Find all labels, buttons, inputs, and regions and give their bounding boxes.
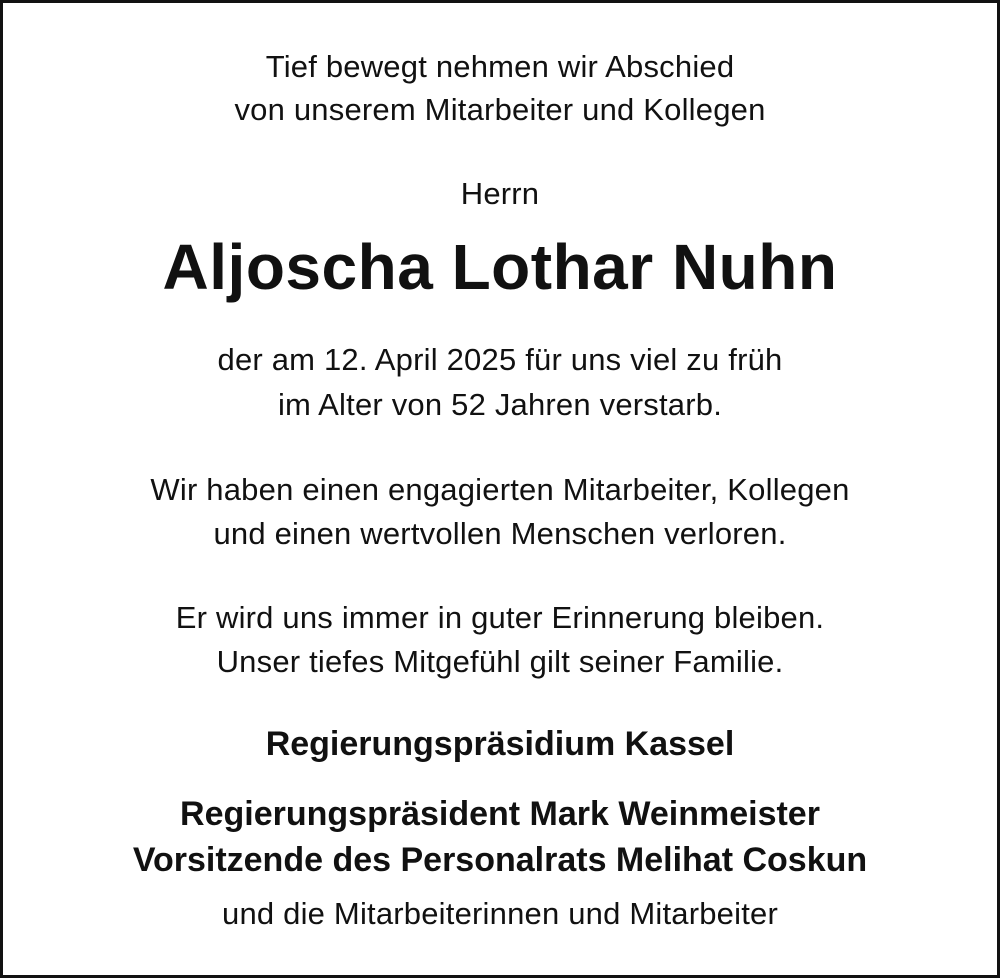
- remembrance-line-2: Unser tiefes Mitgefühl gilt seiner Familie.: [216, 644, 784, 679]
- council-chair-name: Vorsitzende des Personalrats Melihat Coskun: [132, 841, 868, 879]
- deceased-name: Aljoscha Lothar Nuhn: [162, 231, 838, 303]
- remembrance-line-1: Er wird uns immer in guter Erinnerung bleiben.: [175, 600, 825, 635]
- salutation: Herrn: [460, 176, 540, 211]
- intro-line-2: von unserem Mitarbeiter und Kollegen: [234, 92, 766, 127]
- intro-line-1: Tief bewegt nehmen wir Abschied: [265, 49, 735, 84]
- tribute-line-1: Wir haben einen engagierten Mitarbeiter, Kollegen: [150, 472, 850, 507]
- tribute-line-2: und einen wertvollen Menschen verloren.: [213, 516, 787, 551]
- organization-name: Regierungspräsidium Kassel: [265, 725, 735, 763]
- death-info-line-2: im Alter von 52 Jahren verstarb.: [277, 387, 723, 422]
- president-name: Regierungspräsident Mark Weinmeister: [180, 795, 820, 833]
- death-info-line-1: der am 12. April 2025 für uns viel zu früh: [217, 342, 783, 377]
- staff-line: und die Mitarbeiterinnen und Mitarbeiter: [222, 896, 778, 931]
